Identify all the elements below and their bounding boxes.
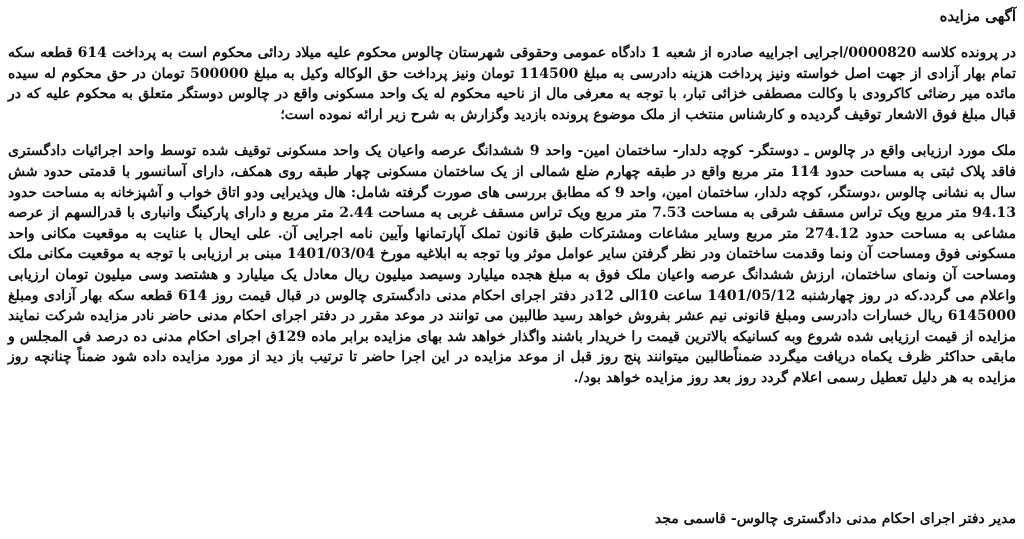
- notice-signature: مدیر دفتر اجرای احکام مدنی دادگستری چالوس- قاسمی مجد: [654, 511, 1016, 527]
- notice-paragraph-case-details: در پرونده کلاسه 0000820/اجرایی اجراییه صادره از شعبه 1 دادگاه عمومی وحقوقی شهرستان چالوس محکوم علیه میلاد ردائی محکوم است به پرداخت 614 قطعه سکه تمام بهار آزادی از جهت اصل خواسته ونیز پرداخت هزینه دادرسی به مبلغ 114500 تومان ونیز پرداخت حق الوکاله وکیل به مبلغ 500000 تومان در حق محکوم له سیده مائده میر رضائی کاکرودی با وکالت مصطفی خزائی تبار، با توجه به معرفی مال از ناحیه محکوم له یک واحد مسکونی واقع در چالوس دوستگر متعلق به محکوم علیه که در قبال مبلغ فوق الاشعار توقیف گردیده و کارشناس منتخب از ملک موضوع پرونده بازدید وگزارش به شرح زیر ارائه نموده است؛: [8, 45, 1017, 123]
- auction-notice: [8, 2, 1016, 537]
- notice-title: آگهی مزایده: [939, 7, 1016, 25]
- notice-paragraph-property-description: ملک مورد ارزیابی واقع در چالوس ـ دوستگر- کوچه دلدار- ساختمان امین- واحد 9 ششدانگ عرصه واعیان یک واحد مسکونی توقیف شده توسط واحد اجرائیات دادگستری فاقد پلاک ثبتی به مساحت حدود 114 متر مربع واقع در طبقه چهارم ضلع شمالی از یک ساختمان مسکونی چهار طبقه روی همکف، دارای آسانسور با قدمتی حدود شش سال به نشانی چالوس ،دوستگر، کوچه دلدار، ساختمان امین، واحد 9 که مطابق بررسی های صورت گرفته شامل: هال وپذیرایی ودو اتاق خواب و آشپزخانه به مساحت حدود 94.13 متر مربع ویک تراس مسقف شرقی به مساحت 7.53 متر مربع ویک تراس مسقف غربی به مساحت 2.44 متر مربع و دارای پارکینگ وانباری با قدرالسهم از عرصه مشاعی به مساحت حدود 274.12 متر مربع وسایر مشاعات ومشترکات طبق قانون تملک آپارتمانها وآیین نامه اجرایی آن. علی ایحال با عنایت به موقعیت مکانی واحد مسکونی فوق ومساحت آن ونما وقدمت ساختمان ودر نظر گرفتن سایر عوامل موثر وبا توجه به ابلاغیه مورخ 1401/03/04 مبنی بر ارزیابی با توجه به موقعیت مکانی ملک ومساحت آن ونمای ساختمان، ارزش ششدانگ عرصه واعیان ملک فوق به مبلغ هجده میلیارد وسیصد میلیون ریال معادل یک میلیارد و هشتصد وسی میلیون تومان ارزیابی واعلام می گردد.که در روز چهارشنبه 1401/05/12 ساعت 10الی 12در دفتر اجرای احکام مدنی دادگستری چالوس در قبال قیمت روز 614 قطعه سکه بهار آزادی ومبلغ 6145000 ریال خسارات دادرسی ومبلغ قانونی نیم عشر بفروش خواهد رسید طالبین می توانند در موعد مقرر در دفتر اجرای احکام مدنی حاضر نادر مزایده شرکت نمایند مزایده از قیمت ارزیابی شده شروع وبه کسانیکه بالاترین قیمت را خریدار باشند واگذار خواهد شد بهای مزایده برابر ماده 129ق اجرای احکام مدنی ده درصد فی المجلس و مابقی حداکثر ظرف یکماه دریافت میگردد ضمناًطالبین میتوانند پنج روز قبل از موعد مزایده در این اجرا حاضر تا ترتیب باز دید از مورد مزایده داده شود ضمناً چنانچه روز مزایده به هر دلیل تعطیل رسمی اعلام گردد روز بعد روز مزایده خواهد بود/.: [8, 143, 1017, 386]
